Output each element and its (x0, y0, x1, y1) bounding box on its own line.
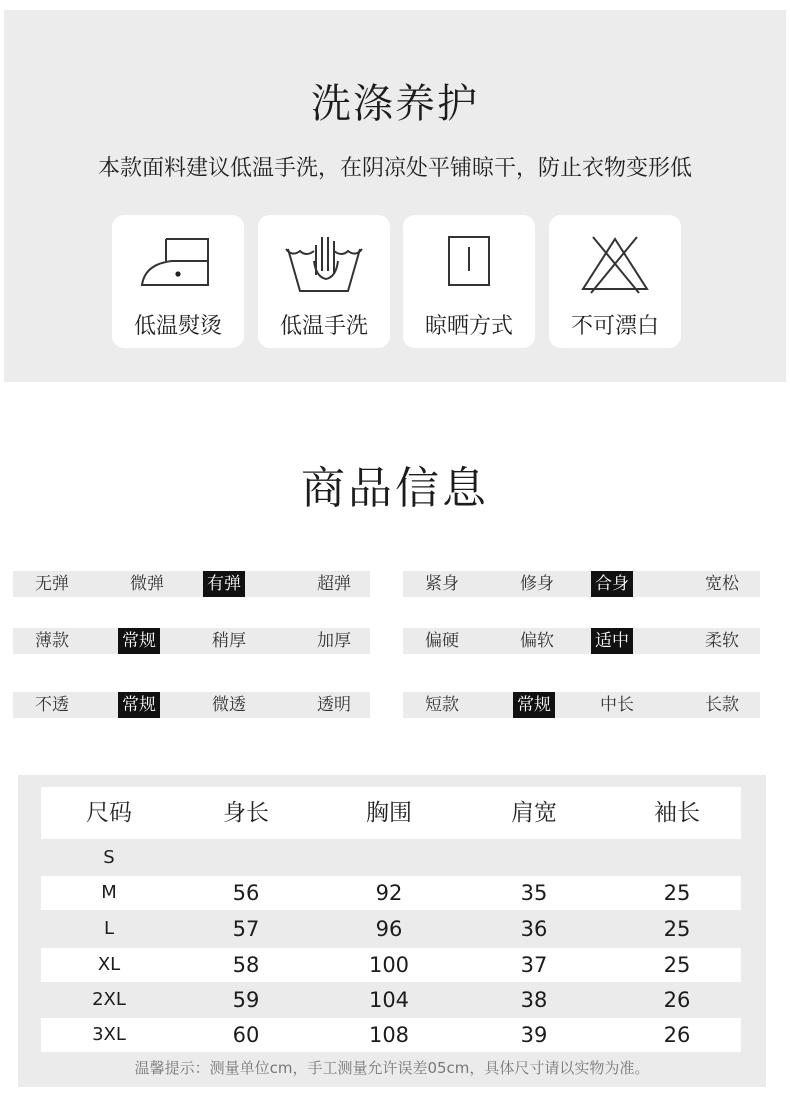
attr-row-transparency (13, 692, 370, 718)
header-shoulder: 肩宽 (511, 800, 557, 826)
attr-option: 修身 (520, 574, 554, 594)
attr-row-fit (403, 571, 760, 597)
cell-length: 58 (232, 953, 260, 977)
attr-row-elasticity (13, 571, 370, 597)
cell-size: L (103, 918, 115, 939)
attr-option: 薄款 (35, 631, 69, 651)
attr-option-selected: 合身 (591, 571, 633, 597)
care-section (4, 10, 786, 382)
care-label-iron: 低温熨烫 (133, 314, 222, 339)
hand-wash-icon (284, 231, 364, 297)
cell-sleeve: 26 (663, 1023, 691, 1047)
attr-row-softness (403, 628, 760, 654)
attr-option-selected: 适中 (591, 628, 633, 654)
size-table-header (41, 787, 741, 839)
attr-row-length (403, 692, 760, 718)
table-row (41, 1018, 741, 1052)
attr-option: 稍厚 (212, 631, 246, 651)
cell-length: 56 (232, 881, 260, 905)
cell-shoulder: 39 (520, 1023, 548, 1047)
attr-option: 长款 (705, 695, 739, 715)
cell-sleeve: 25 (663, 917, 691, 941)
info-title: 商品信息 (301, 463, 489, 514)
cell-sleeve: 25 (663, 881, 691, 905)
attr-row-thickness (13, 628, 370, 654)
cell-chest: 104 (368, 988, 410, 1012)
cell-chest: 108 (368, 1023, 410, 1047)
attr-option: 偏硬 (425, 631, 459, 651)
cell-size: M (101, 882, 117, 903)
attr-option: 不透 (35, 695, 69, 715)
attr-option: 无弹 (35, 574, 69, 594)
care-description: 本款面料建议低温手洗，在阴凉处平铺晾干，防止衣物变形低 (97, 156, 692, 181)
attr-option-selected: 有弹 (203, 571, 245, 597)
attr-option: 中长 (600, 695, 634, 715)
no-bleach-icon (575, 231, 655, 297)
care-card-hand-wash (258, 215, 390, 348)
care-label-no-bleach: 不可漂白 (570, 314, 659, 339)
cell-size: XL (97, 954, 121, 975)
cell-chest: 96 (375, 917, 403, 941)
attr-option: 加厚 (317, 631, 351, 651)
table-row (41, 948, 741, 982)
care-card-dry (403, 215, 535, 348)
attr-option-selected: 常规 (513, 692, 555, 718)
attr-option: 微透 (212, 695, 246, 715)
care-label-hand-wash: 低温手洗 (279, 314, 368, 339)
table-row (41, 841, 741, 875)
header-length: 身长 (223, 800, 269, 826)
cell-length: 60 (232, 1023, 260, 1047)
header-size: 尺码 (86, 800, 132, 826)
dry-flat-icon (429, 231, 509, 297)
table-row (41, 876, 741, 910)
attr-option: 超弹 (317, 574, 351, 594)
care-label-dry: 晾晒方式 (424, 314, 513, 339)
table-row (41, 912, 741, 946)
attr-option: 短款 (425, 695, 459, 715)
attr-option: 透明 (317, 695, 351, 715)
cell-shoulder: 36 (520, 917, 548, 941)
cell-sleeve: 26 (663, 988, 691, 1012)
cell-size: 2XL (92, 989, 126, 1010)
attr-option-selected: 常规 (118, 692, 160, 718)
cell-size: 3XL (92, 1024, 126, 1045)
care-card-no-bleach (549, 215, 681, 348)
table-row (41, 983, 741, 1017)
iron-icon (138, 231, 218, 297)
cell-length: 57 (232, 917, 260, 941)
size-note: 温馨提示：测量单位cm，手工测量允许误差05cm，具体尺寸请以实物为准。 (134, 1059, 650, 1077)
cell-size: S (103, 847, 115, 868)
header-sleeve: 袖长 (654, 800, 700, 826)
attr-option-selected: 常规 (118, 628, 160, 654)
care-title: 洗涤养护 (311, 81, 479, 127)
attr-option: 宽松 (705, 574, 739, 594)
cell-length: 59 (232, 988, 260, 1012)
cell-chest: 92 (375, 881, 403, 905)
cell-sleeve: 25 (663, 953, 691, 977)
attr-option: 微弹 (130, 574, 164, 594)
cell-shoulder: 38 (520, 988, 548, 1012)
cell-chest: 100 (368, 953, 410, 977)
header-chest: 胸围 (366, 800, 412, 826)
attr-option: 柔软 (705, 631, 739, 651)
size-table (18, 775, 766, 1087)
attr-option: 偏软 (520, 631, 554, 651)
cell-shoulder: 35 (520, 881, 548, 905)
cell-shoulder: 37 (520, 953, 548, 977)
care-card-iron (112, 215, 244, 348)
attr-option: 紧身 (425, 574, 459, 594)
